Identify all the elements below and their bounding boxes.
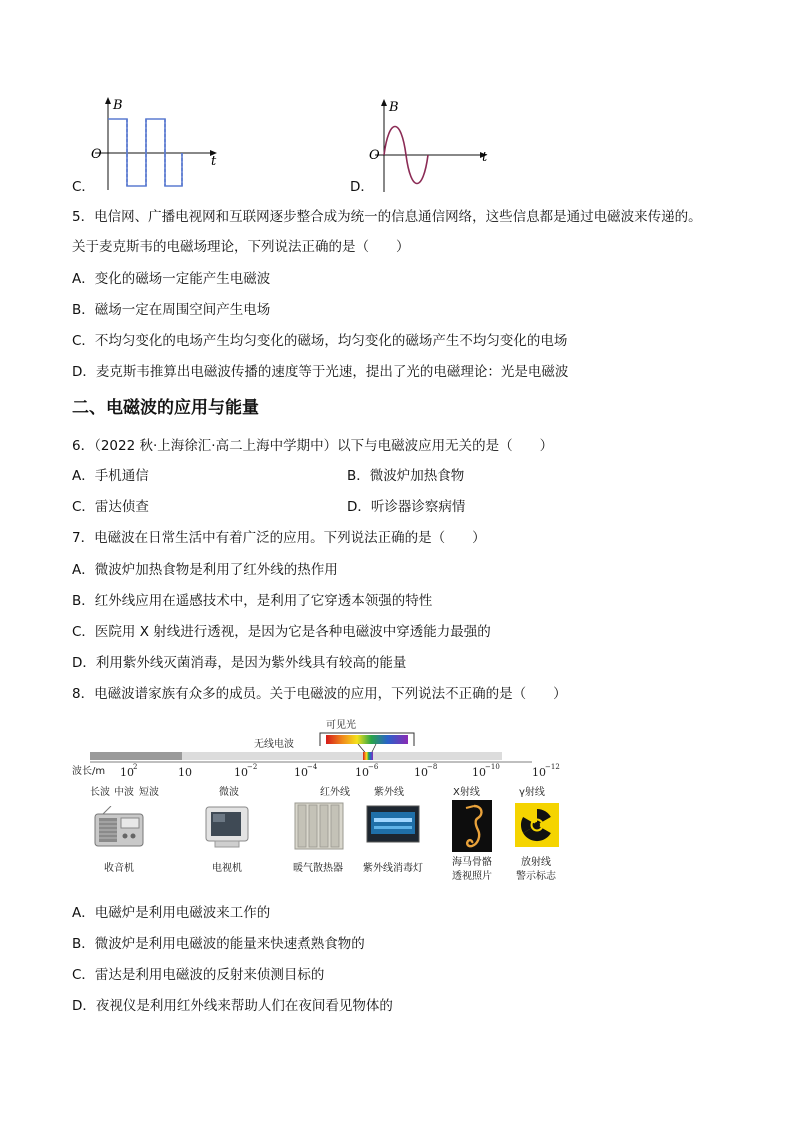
uv-lamp-icon [366,804,420,844]
q5-option-d: D．麦克斯韦推算出电磁波传播的速度等于光速，提出了光的电磁理论：光是电磁波 [72,364,569,380]
radiation-warning-icon [515,803,559,847]
band-microwave: 微波 [219,787,239,798]
caption-radiation-line1: 放射线 [521,857,551,868]
q6-stem: 6．（2022 秋·上海徐汇·高二上海中学期中）以下与电磁波应用无关的是（ ） [72,438,554,454]
em-spectrum-figure [72,716,572,806]
q7-stem: 7．电磁波在日常生活中有着广泛的应用。下列说法正确的是（ ） [72,530,486,546]
tick-1e-8-exp: −8 [427,763,438,771]
radio-icon [93,806,145,848]
visible-spectrum-band [326,735,408,744]
caption-uv-lamp [353,862,433,876]
tick-1e2-exp: 2 [133,763,138,771]
spectrum-bar-short [182,752,502,760]
q5-option-c: C．不均匀变化的电场产生均匀变化的磁场，均匀变化的磁场产生不均匀变化的电场 [72,333,568,349]
band-xray: X射线 [453,787,480,798]
q5-option-b: B．磁场一定在周围空间产生电场 [72,302,271,318]
tick-1e2-base: 10 [120,766,134,779]
tick-1e-8-base: 10 [414,766,428,779]
band-ultraviolet: 紫外线 [374,787,404,798]
tick-1e-10-base: 10 [472,766,486,779]
wavelength-axis-label: 波长/m [72,766,106,777]
caption-radio-line1: 收音机 [104,863,134,874]
q6-option-c: C．雷达侦查 [72,499,149,515]
radiator-icon [293,799,345,853]
caption-radio [79,862,159,876]
q5-option-a: A．变化的磁场一定能产生电磁波 [72,271,271,287]
caption-radiator [278,862,358,876]
band-gamma: γ射线 [519,787,545,798]
q6-option-d: D．听诊器诊察病情 [347,499,466,515]
q6-option-a: A．手机通信 [72,468,149,484]
q6-option-b: B．微波炉加热食物 [347,468,465,484]
q7-option-a: A．微波炉加热食物是利用了红外线的热作用 [72,562,338,578]
caption-uv-lamp-line1: 紫外线消毒灯 [363,863,423,874]
band-infrared: 红外线 [320,787,350,798]
band-short-wave: 短波 [139,787,159,798]
tick-1e-10-exp: −10 [485,763,500,771]
seahorse-xray-icon [452,800,492,852]
spectrum-bar-long [90,752,182,760]
q7-option-b: B．红外线应用在遥感技术中，是利用了它穿透本领强的特性 [72,593,433,609]
tick-1e-2-base: 10 [234,766,248,779]
tick-1e-12-exp: −12 [545,763,560,771]
wavelength-ticks [120,763,560,779]
band-long-wave: 长波 [90,787,110,798]
tick-1e-6-base: 10 [355,766,369,779]
graph-d-origin: O [369,148,380,163]
graph-c-square-wave [85,95,225,195]
section-title: 二、电磁波的应用与能量 [72,398,259,418]
q8-option-b: B．微波炉是利用电磁波的能量来快速煮熟食物的 [72,936,365,952]
caption-seahorse-line1: 海马骨骼 [452,857,492,868]
tick-1e-2-exp: −2 [247,763,258,771]
graph-c-y-label: B [113,98,123,113]
graph-c-x-label: t [211,154,217,169]
graph-d-y-label: B [389,100,399,115]
q7-option-d: D．利用紫外线灭菌消毒，是因为紫外线具有较高的能量 [72,655,407,671]
q8-option-c: C．雷达是利用电磁波的反射来侦测目标的 [72,967,325,983]
caption-tv-line1: 电视机 [212,863,242,874]
caption-radiator-line1: 暖气散热器 [293,863,343,874]
graph-c-origin: O [91,147,102,162]
tick-1e-12-base: 10 [532,766,546,779]
graph-d-sine-wave [365,97,500,197]
caption-tv [187,862,267,876]
caption-radiation-line2: 警示标志 [516,871,556,882]
option-c-label: C． [72,179,95,195]
tick-1e-4-base: 10 [294,766,308,779]
q8-option-d: D．夜视仪是利用红外线来帮助人们在夜间看见物体的 [72,998,393,1014]
radio-wave-label: 无线电波 [254,739,294,750]
q8-option-a: A．电磁炉是利用电磁波来工作的 [72,905,271,921]
band-medium-wave: 中波 [114,787,134,798]
tick-1e0-base: 10 [178,766,192,779]
visible-light-label: 可见光 [326,720,356,731]
option-d-label: D． [350,179,374,195]
q7-option-c: C．医院用 X 射线进行透视，是因为它是各种电磁波中穿透能力最强的 [72,624,491,640]
graph-d-x-label: t [482,150,488,165]
tick-1e-4-exp: −4 [307,763,318,771]
q5-stem-line2: 关于麦克斯韦的电磁场理论，下列说法正确的是（ ） [72,239,410,255]
tv-icon [203,804,251,850]
caption-radiation [496,856,576,884]
q5-stem-line1: 5．电信网、广播电视网和互联网逐步整合成为统一的信息通信网络，这些信息都是通过电磁波来传递的。 [72,209,702,225]
q8-stem: 8．电磁波谱家族有众多的成员。关于电磁波的应用，下列说法不正确的是（ ） [72,686,567,702]
caption-seahorse-line2: 透视照片 [452,871,492,882]
tick-1e-6-exp: −6 [368,763,379,771]
